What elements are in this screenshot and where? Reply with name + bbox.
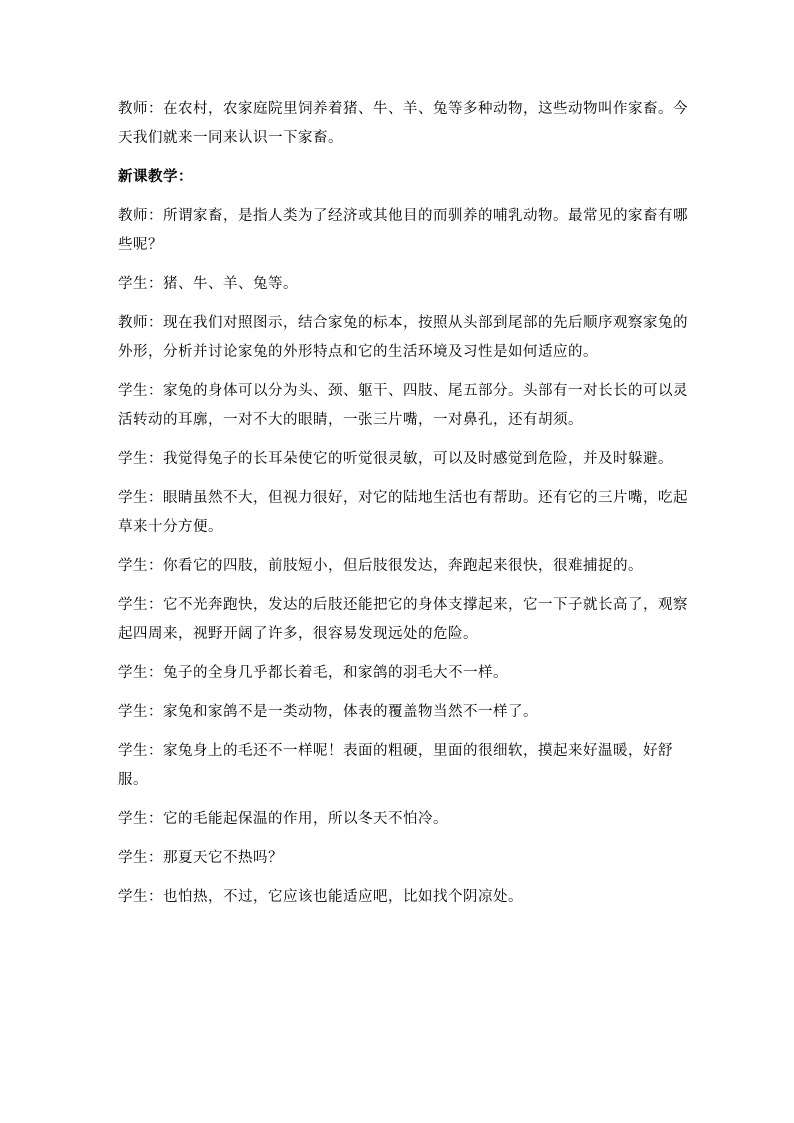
paragraph: 学生：兔子的全身几乎都长着毛，和家鸽的羽毛大不一样。 bbox=[118, 665, 508, 681]
paragraph: 学生：我觉得兔子的长耳朵使它的听觉很灵敏，可以及时感觉到危险，并及时躲避。 bbox=[118, 451, 673, 467]
paragraph: 学生：那夏天它不热吗？ bbox=[118, 850, 283, 866]
document-page bbox=[118, 95, 688, 922]
paragraph: 学生：家兔身上的毛还不一样呢！表面的粗硬，里面的很细软，摸起来好温暖，好舒服。 bbox=[118, 743, 673, 788]
paragraph: 学生：家兔和家鸽不是一类动物，体表的覆盖物当然不一样了。 bbox=[118, 704, 538, 720]
paragraph: 学生：它的毛能起保温的作用，所以冬天不怕冷。 bbox=[118, 811, 448, 827]
paragraph: 学生：也怕热，不过，它应该也能适应吧，比如找个阴凉处。 bbox=[118, 889, 523, 905]
paragraph: 学生：它不光奔跑快，发达的后肢还能把它的身体支撑起来，它一下子就长高了，观察起四周来，视野开阔了许多，很容易发现远处的危险。 bbox=[118, 597, 688, 642]
paragraph: 教师：所谓家畜，是指人类为了经济或其他目的而驯养的哺乳动物。最常见的家畜有哪些呢？ bbox=[118, 208, 688, 253]
paragraph: 学生：眼睛虽然不大，但视力很好，对它的陆地生活也有帮助。还有它的三片嘴，吃起草来十分方便。 bbox=[118, 490, 688, 535]
section-heading: 新课教学： bbox=[118, 169, 193, 185]
paragraph: 学生：家兔的身体可以分为头、颈、躯干、四肢、尾五部分。头部有一对长长的可以灵活转动的耳廓，一对不大的眼睛，一张三片嘴，一对鼻孔，还有胡须。 bbox=[118, 383, 688, 428]
paragraph: 学生：你看它的四肢，前肢短小，但后肢很发达，奔跑起来很快，很难捕捉的。 bbox=[118, 558, 643, 574]
paragraph: 教师：现在我们对照图示，结合家兔的标本，按照从头部到尾部的先后顺序观察家兔的外形，分析并讨论家兔的外形特点和它的生活环境及习性是如何适应的。 bbox=[118, 315, 688, 360]
paragraph: 学生：猪、牛、羊、兔等。 bbox=[118, 276, 298, 292]
paragraph: 教师：在农村，农家庭院里饲养着猪、牛、羊、兔等多种动物，这些动物叫作家畜。今天我们就来一同来认识一下家畜。 bbox=[118, 101, 688, 146]
